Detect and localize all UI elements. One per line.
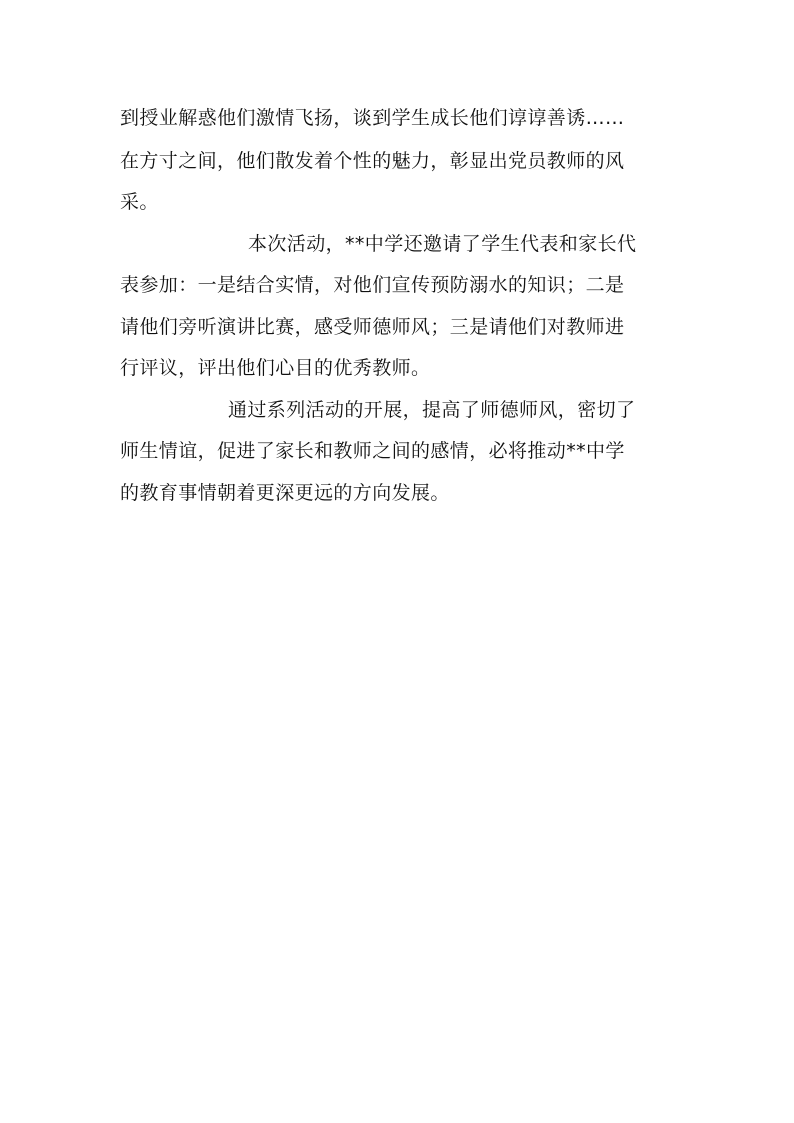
paragraph-1-line-3: 采。	[120, 191, 159, 213]
paragraph-3-line-1: 通过系列活动的开展，提高了师德师风，密切了	[228, 399, 636, 421]
paragraph-1-line-1: 到授业解惑他们激情飞扬，谈到学生成长他们谆谆善诱……	[120, 107, 625, 129]
paragraph-1-line-2: 在方寸之间，他们散发着个性的魅力，彰显出党员教师的风	[120, 150, 625, 172]
paragraph-2-line-1: 本次活动，**中学还邀请了学生代表和家长代	[248, 233, 637, 255]
paragraph-3-line-3: 的教育事情朝着更深更远的方向发展。	[120, 482, 450, 504]
paragraph-2-line-3: 请他们旁听演讲比赛，感受师德师风；三是请他们对教师进	[120, 316, 625, 338]
paragraph-2-line-2: 表参加：一是结合实情，对他们宣传预防溺水的知识；二是	[120, 274, 625, 296]
paragraph-3-line-2: 师生情谊，促进了家长和教师之间的感情，必将推动**中学	[120, 440, 625, 462]
paragraph-2-line-4: 行评议，评出他们心目的优秀教师。	[120, 357, 431, 379]
